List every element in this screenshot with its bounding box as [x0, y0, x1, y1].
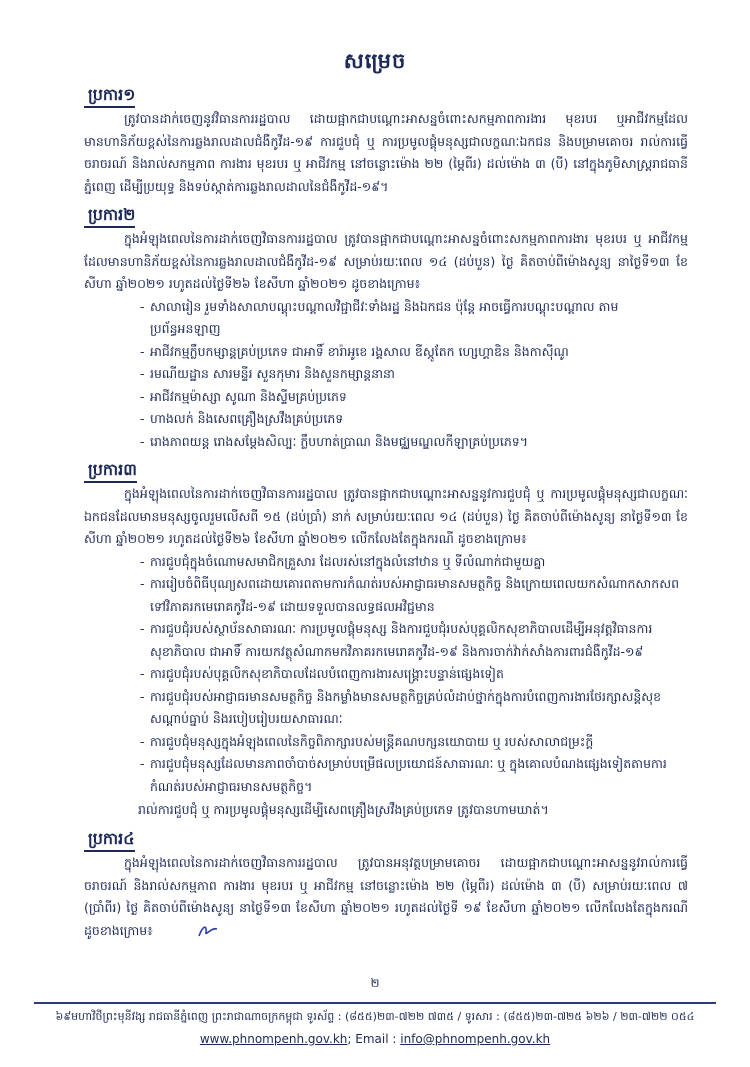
list-item: - ហាងលក់ និងសេពគ្រឿងស្រវឹងគ្រប់ប្រភេទ: [140, 408, 688, 431]
list-item: - អាជីវកម្មក្លឹបកម្សាន្តគ្រប់ប្រភេទ ជាអាទិ៍ ខារ៉ាអូខេ រង្គសាល ឌីស្កូតែក ហ្សេហ្គាឌិន និងកាស៊ីណូ: [140, 341, 688, 364]
email-label: ; Email :: [347, 1032, 401, 1046]
list-item: - ការជួបជុំមនុស្សដែលមានភាពចាំបាច់សម្រាប់បម្រើផលប្រយោជន៍សាធារណៈ ឬ ក្នុងគោលបំណងផ្សេងទៀតតាមការកំណត់របស់អាជ្ញាធរមានសមត្ថកិច្ច។: [140, 753, 688, 798]
list-item: - ការជួបជុំរបស់បុគ្គលិកសុខាភិបាលដែលបំពេញការងារសង្គ្រោះបន្ទាន់ផ្សេងទៀត: [140, 663, 688, 686]
list-item: - ការជួបជុំរបស់ស្ថាប័នសាធារណៈ ការប្រមូលផ្តុំមនុស្ស និងការជួបជុំរបស់បុគ្គលិកសុខាភិបាលដើម្បីអនុវត្តវិធានការសុខាភិបាល ជាអាទិ៍ ការយកវត្ថុសំណាកមកវិភាគរកមេរោគកូវីដ-១៩ និងការចាក់វ៉ាក់សាំងការពារជំងឺកូវីដ-១៩: [140, 618, 688, 663]
article-heading: ប្រការ៣: [84, 459, 137, 483]
initial-signature-icon: [157, 923, 179, 939]
list-item: - រមណីយដ្ឋាន សារមន្ទីរ សួនកុមារ និងសួនកម្សាន្តនានា: [140, 363, 688, 386]
footer-contact: [20, 1032, 730, 1046]
article-heading: ប្រការ២: [84, 204, 135, 228]
list-item: - ការជួបជុំមនុស្សក្នុងអំឡុងពេលនៃកិច្ចពិភាក្សារបស់មន្ត្រីគណបក្សនយោបាយ ឬ របស់សាលាជម្រះក្តី: [140, 731, 688, 754]
article-2: [84, 204, 688, 453]
article-paragraph: ក្នុងអំឡុងពេលនៃការដាក់ចេញវិធានការរដ្ឋបាល ត្រូវបានផ្អាកជាបណ្តោះអាសន្ននូវការជួបជុំ ឬ ការប្រមូលផ្តុំមនុស្សជាលក្ខណៈឯកជនដែលមានមនុស្សចូលរួមលើសពី ១៥ (ដប់ប្រាំ) នាក់ សម្រាប់រយៈពេល ១៤ (ដប់បួន) ថ្ងៃ គិតចាប់ពីម៉ោងសូន្យ នាថ្ងៃទី១៣ ខែសីហា ឆ្នាំ២០២១ រហូតដល់ថ្ងៃទី២៦ ខែសីហា ឆ្នាំ២០២១ លើកលែងតែក្នុងករណី ដូចខាងក្រោម៖: [84, 486, 688, 546]
document-title: សម្រេច: [343, 49, 407, 73]
article-closing: រាល់ការជួបជុំ ឬ ការប្រមូលផ្តុំមនុស្សដើម្បីសេពគ្រឿងស្រវឹងគ្រប់ប្រភេទ ត្រូវបានហាមឃាត់។: [138, 802, 549, 817]
footer-address: ៦៩មហាវិថីព្រះមុនីវង្ស រាជធានីភ្នំពេញ ព្រះរាជាណាចក្រកម្ពុជា ទូរស័ព្ទ : (៨៥៥)២៣-៧២២ ៧៣៥ / ទូរសារ : (៨៥៥)២៣-៧២៥ ៦២៦ / ២៣-៧២២ ០៥៤: [55, 1010, 695, 1023]
article-list: [84, 551, 688, 799]
document-body: [84, 84, 688, 948]
list-item: - អាជីវកម្មម៉ាស្សា សូណា និងស្ទីមគ្រប់ប្រភេទ: [140, 386, 688, 409]
article-3: [84, 459, 688, 822]
list-item: - រោងភាពយន្ត រោងសម្តែងសិល្បៈ ក្លឹបហាត់ប្រាណ និងមជ្ឈមណ្ឌលកីឡាគ្រប់ប្រភេទ។: [140, 431, 688, 454]
website-link[interactable]: www.phnompenh.gov.kh: [199, 1032, 348, 1046]
page-number: ២: [370, 976, 380, 990]
list-item: - ការរៀបចំពិធីបុណ្យសពដោយគោរពតាមការកំណត់របស់អាជ្ញាធរមានសមត្ថកិច្ច និងក្រោយពេលយកសំណាកសាកសពទៅវិភាគរកមេរោគកូវីដ-១៩ ដោយទទួលបានលទ្ធផលអវិជ្ជមាន: [140, 573, 688, 618]
article-1: [84, 84, 688, 198]
article-heading: ប្រការ៤: [84, 828, 135, 852]
list-item: - សាលារៀន រួមទាំងសាលាបណ្តុះបណ្តាលវិជ្ជាជីវៈទាំងរដ្ឋ និងឯកជន ប៉ុន្តែ អាចធ្វើការបណ្តុះបណ្តាល តាមប្រព័ន្ធអនឡាញ: [140, 296, 688, 341]
footer-divider: [34, 1002, 716, 1004]
email-link[interactable]: info@phnompenh.gov.kh: [400, 1032, 551, 1046]
list-item: - ការជួបជុំរបស់អាជ្ញាធរមានសមត្ថកិច្ច និងកម្លាំងមានសមត្ថកិច្ចគ្រប់លំដាប់ថ្នាក់ក្នុងការបំពេញការងារថែរក្សាសន្តិសុខ សណ្តាប់ធ្នាប់ និងរបៀបរៀបរយសាធារណៈ: [140, 686, 688, 731]
article-list: [84, 296, 688, 454]
article-heading: ប្រការ១: [84, 84, 135, 108]
article-paragraph: ត្រូវបានដាក់ចេញនូវវិធានការរដ្ឋបាល ដោយផ្អាកជាបណ្តោះអាសន្នចំពោះសកម្មភាពការងារ មុខរបរ ឬអាជីវកម្មដែលមានហានិភ័យខ្ពស់នៃការឆ្លងរាលដាលជំងឺកូវីដ-១៩ ការជួបជុំ ឬ ការប្រមូលផ្តុំមនុស្សជាលក្ខណៈឯកជន និងបម្រាមគោចរ រាល់ការធ្វើចរាចរណ៍ និងរាល់សកម្មភាព ការងារ មុខរបរ ឬ អាជីវកម្ម នៅចន្លោះម៉ោង ២២ (ម្ភៃពីរ) ដល់ម៉ោង ៣ (បី) នៅក្នុងភូមិសាស្ត្ររាជធានីភ្នំពេញ ដើម្បីប្រយុទ្ធ និងទប់ស្កាត់ការឆ្លងរាលដាលនៃជំងឺកូវីដ-១៩។: [84, 111, 688, 194]
article-paragraph: ក្នុងអំឡុងពេលនៃការដាក់ចេញវិធានការរដ្ឋបាល ត្រូវបានផ្អាកជាបណ្តោះអាសន្នចំពោះសកម្មភាពការងារ មុខរបរ ឬ អាជីវកម្មដែលមានហានិភ័យខ្ពស់នៃការឆ្លងរាលដាលជំងឺកូវីដ-១៩ សម្រាប់រយៈពេល ១៤ (ដប់បួន) ថ្ងៃ គិតចាប់ពីម៉ោងសូន្យ នាថ្ងៃទី១៣ ខែសីហា ឆ្នាំ២០២១ រហូតដល់ថ្ងៃទី២៦ ខែសីហា ឆ្នាំ២០២១ ដូចខាងក្រោម៖: [84, 231, 688, 291]
list-item: - ការជួបជុំក្នុងចំណោមសមាជិកគ្រួសារ ដែលរស់នៅក្នុងលំនៅឋាន ឬ ទីលំណាក់ជាមួយគ្នា: [140, 551, 688, 574]
article-paragraph: ក្នុងអំឡុងពេលនៃការដាក់ចេញវិធានការរដ្ឋបាល ត្រូវបានអនុវត្តបម្រាមគោចរ ដោយផ្អាកជាបណ្តោះអាសន្ននូវរាល់ការធ្វើចរាចរណ៍ និងរាល់សកម្មភាព ការងារ មុខរបរ ឬ អាជីវកម្ម នៅចន្លោះម៉ោង ២២ (ម្ភៃពីរ) ដល់ម៉ោង ៣ (បី) សម្រាប់រយៈពេល ៧ (ប្រាំពីរ) ថ្ងៃ គិតចាប់ពីម៉ោងសូន្យ នាថ្ងៃទី១៣ ខែសីហា ឆ្នាំ២០២១ រហូតដល់ថ្ងៃទី ១៩ ខែសីហា ឆ្នាំ២០២១ លើកលែងតែក្នុងករណី ដូចខាងក្រោម៖: [84, 855, 688, 938]
article-4: [84, 828, 688, 942]
